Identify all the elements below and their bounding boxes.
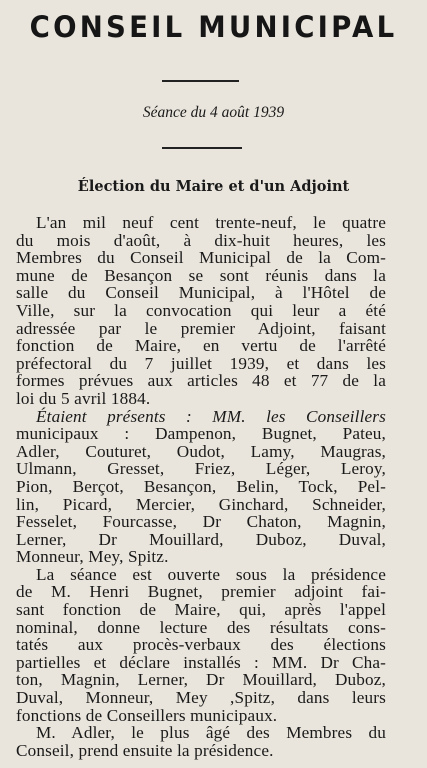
text-line: Ville, sur la convocation qui leur a été (16, 300, 386, 320)
text-line: Duval, Monneur, Mey ,Spitz, dans leurs (16, 688, 386, 708)
text-line: M. Adler, le plus âgé des Membres du (36, 723, 386, 743)
text-line: du mois d'août, à dix-huit heures, les (16, 230, 386, 250)
text-line: municipaux : Dampenon, Bugnet, Pateu, (16, 424, 386, 444)
text-line: nominal, donne lecture des résultats cons- (16, 617, 386, 637)
text-line: sant fonction de Maire, qui, après l'appel (16, 600, 386, 620)
text-line: Adler, Couturet, Oudot, Lamy, Maugras, (16, 441, 386, 461)
text-line: tatés aux procès-verbaux des élections (16, 635, 386, 655)
text-line: salle du Conseil Municipal, à l'Hôtel de (16, 283, 386, 303)
text-line: préfectoral du 7 juillet 1939, et dans les (16, 353, 386, 373)
text-line: lin, Picard, Mercier, Ginchard, Schneider, (16, 494, 386, 514)
text-line: Fesselet, Fourcasse, Dr Chaton, Magnin, (16, 512, 386, 532)
text-line: fonctions de Conseillers municipaux. (16, 705, 278, 725)
body-text (16, 214, 386, 759)
divider-bottom (162, 147, 242, 149)
text-line: Membres du Conseil Municipal de la Com- (16, 248, 386, 268)
section-heading: Élection du Maire et d'un Adjoint (77, 178, 350, 195)
text-line: Étaient présents : MM. les Conseillers (36, 406, 386, 426)
text-line: ton, Magnin, Lerner, Dr Mouillard, Duboz, (16, 670, 386, 690)
session-date: Séance du 4 août 1939 (142, 104, 285, 121)
text-line: Conseil, prend ensuite la présidence. (16, 740, 274, 760)
text-line: loi du 5 avril 1884. (16, 388, 151, 408)
text-line: formes prévues aux articles 48 et 77 de la (16, 371, 386, 391)
divider-top (162, 80, 239, 82)
text-line: Lerner, Dr Mouillard, Duboz, Duval, (16, 529, 386, 549)
text-line: adressée par le premier Adjoint, faisant (16, 318, 386, 338)
text-line: partielles et déclare installés : MM. Dr Cha- (16, 652, 386, 672)
text-line: Ulmann, Gresset, Friez, Léger, Leroy, (16, 459, 386, 479)
text-line: Pion, Berçot, Besançon, Belin, Tock, Pel- (16, 476, 386, 496)
text-line: La séance est ouverte sous la présidence (36, 564, 386, 584)
text-line: mune de Besançon se sont réunis dans la (16, 265, 386, 285)
page-title: CONSEIL MUNICIPAL (29, 10, 398, 44)
text-line: L'an mil neuf cent trente-neuf, le quatre (36, 213, 386, 232)
text-line: fonction de Maire, en vertu de l'arrêté (16, 336, 386, 356)
text-line: de M. Henri Bugnet, premier adjoint fai- (16, 582, 386, 602)
text-line: Monneur, Mey, Spitz. (16, 547, 169, 567)
